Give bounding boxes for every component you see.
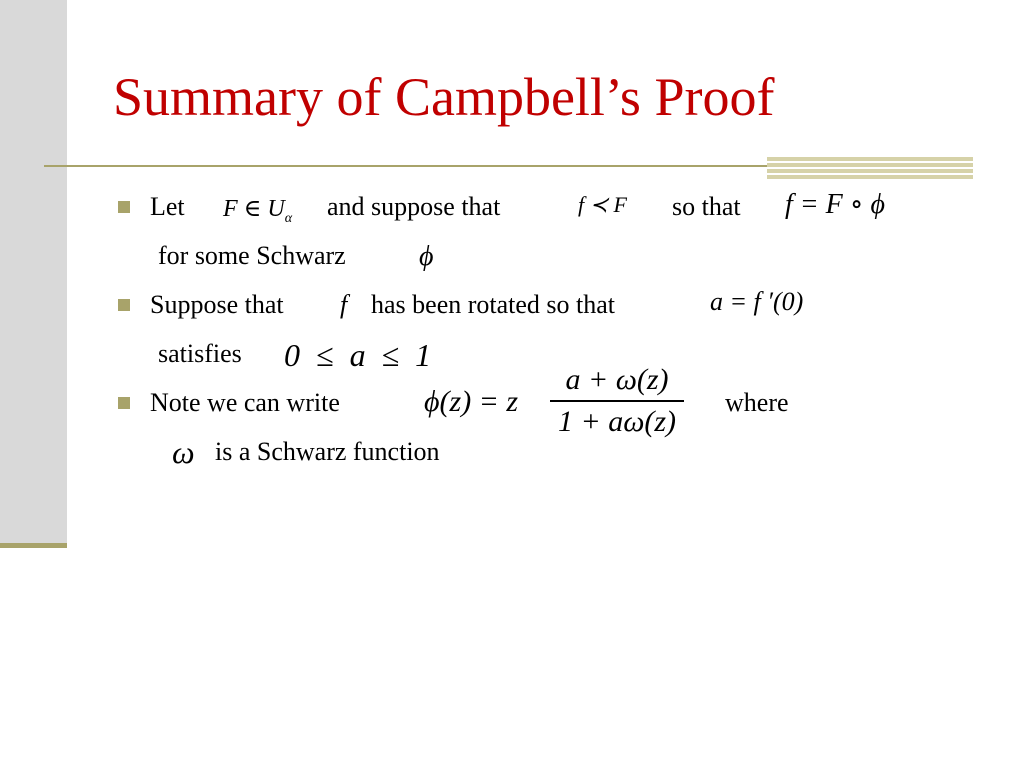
- bullet-1-continuation-math: ϕ: [419, 241, 434, 272]
- bullet-3-continuation-math: ω: [172, 434, 195, 470]
- bullet-3-fraction-bar: [550, 400, 684, 402]
- bullet-1-math-membership-main: F ∈ U: [223, 196, 285, 222]
- bullet-1-math-subordinate: f ≺ F: [578, 192, 627, 217]
- bullet-1-mid2: so that: [672, 192, 741, 221]
- bullet-1-lead: Let: [150, 192, 185, 221]
- bullet-2-mid: has been rotated so that: [371, 290, 616, 319]
- title-accent-bar: [767, 157, 973, 179]
- bullet-3-math-phi: ϕ(z) = z: [424, 385, 519, 418]
- bullet-marker-2: [118, 299, 130, 311]
- bullet-marker-1: [118, 201, 130, 213]
- bullet-1-mid: and suppose that: [327, 192, 501, 221]
- bullet-2-math-f: f: [340, 290, 348, 319]
- bullet-3-fraction: [550, 363, 684, 439]
- bullet-1-math-composition: f = F ∘ ϕ: [785, 189, 885, 220]
- bullet-3-lead: Note we can write: [150, 388, 340, 417]
- bullet-2-math-a-def: a = f ′(0): [710, 287, 804, 316]
- bullet-2-lead: Suppose that: [150, 290, 284, 319]
- vertical-divider: [67, 0, 69, 548]
- bullet-2-continuation-math: 0 ≤ a ≤ 1: [284, 337, 432, 373]
- bullet-3-tail: where: [725, 388, 789, 417]
- bullet-1-math-membership-sub: α: [284, 211, 293, 226]
- slide-title: Summary of Campbell’s Proof: [113, 67, 775, 127]
- title-underline: [44, 165, 784, 167]
- bullet-1-continuation: for some Schwarz: [158, 241, 346, 270]
- side-band-rule: [0, 543, 67, 548]
- bullet-3-fraction-denominator: 1 + aω(z): [557, 405, 677, 438]
- bullet-marker-3: [118, 397, 130, 409]
- bullet-1-math-membership: [223, 194, 292, 234]
- side-band: [0, 0, 67, 546]
- bullet-3-fraction-numerator: a + ω(z): [565, 363, 669, 396]
- bullet-3-continuation: is a Schwarz function: [215, 437, 440, 466]
- bullet-2-continuation: satisfies: [158, 339, 242, 368]
